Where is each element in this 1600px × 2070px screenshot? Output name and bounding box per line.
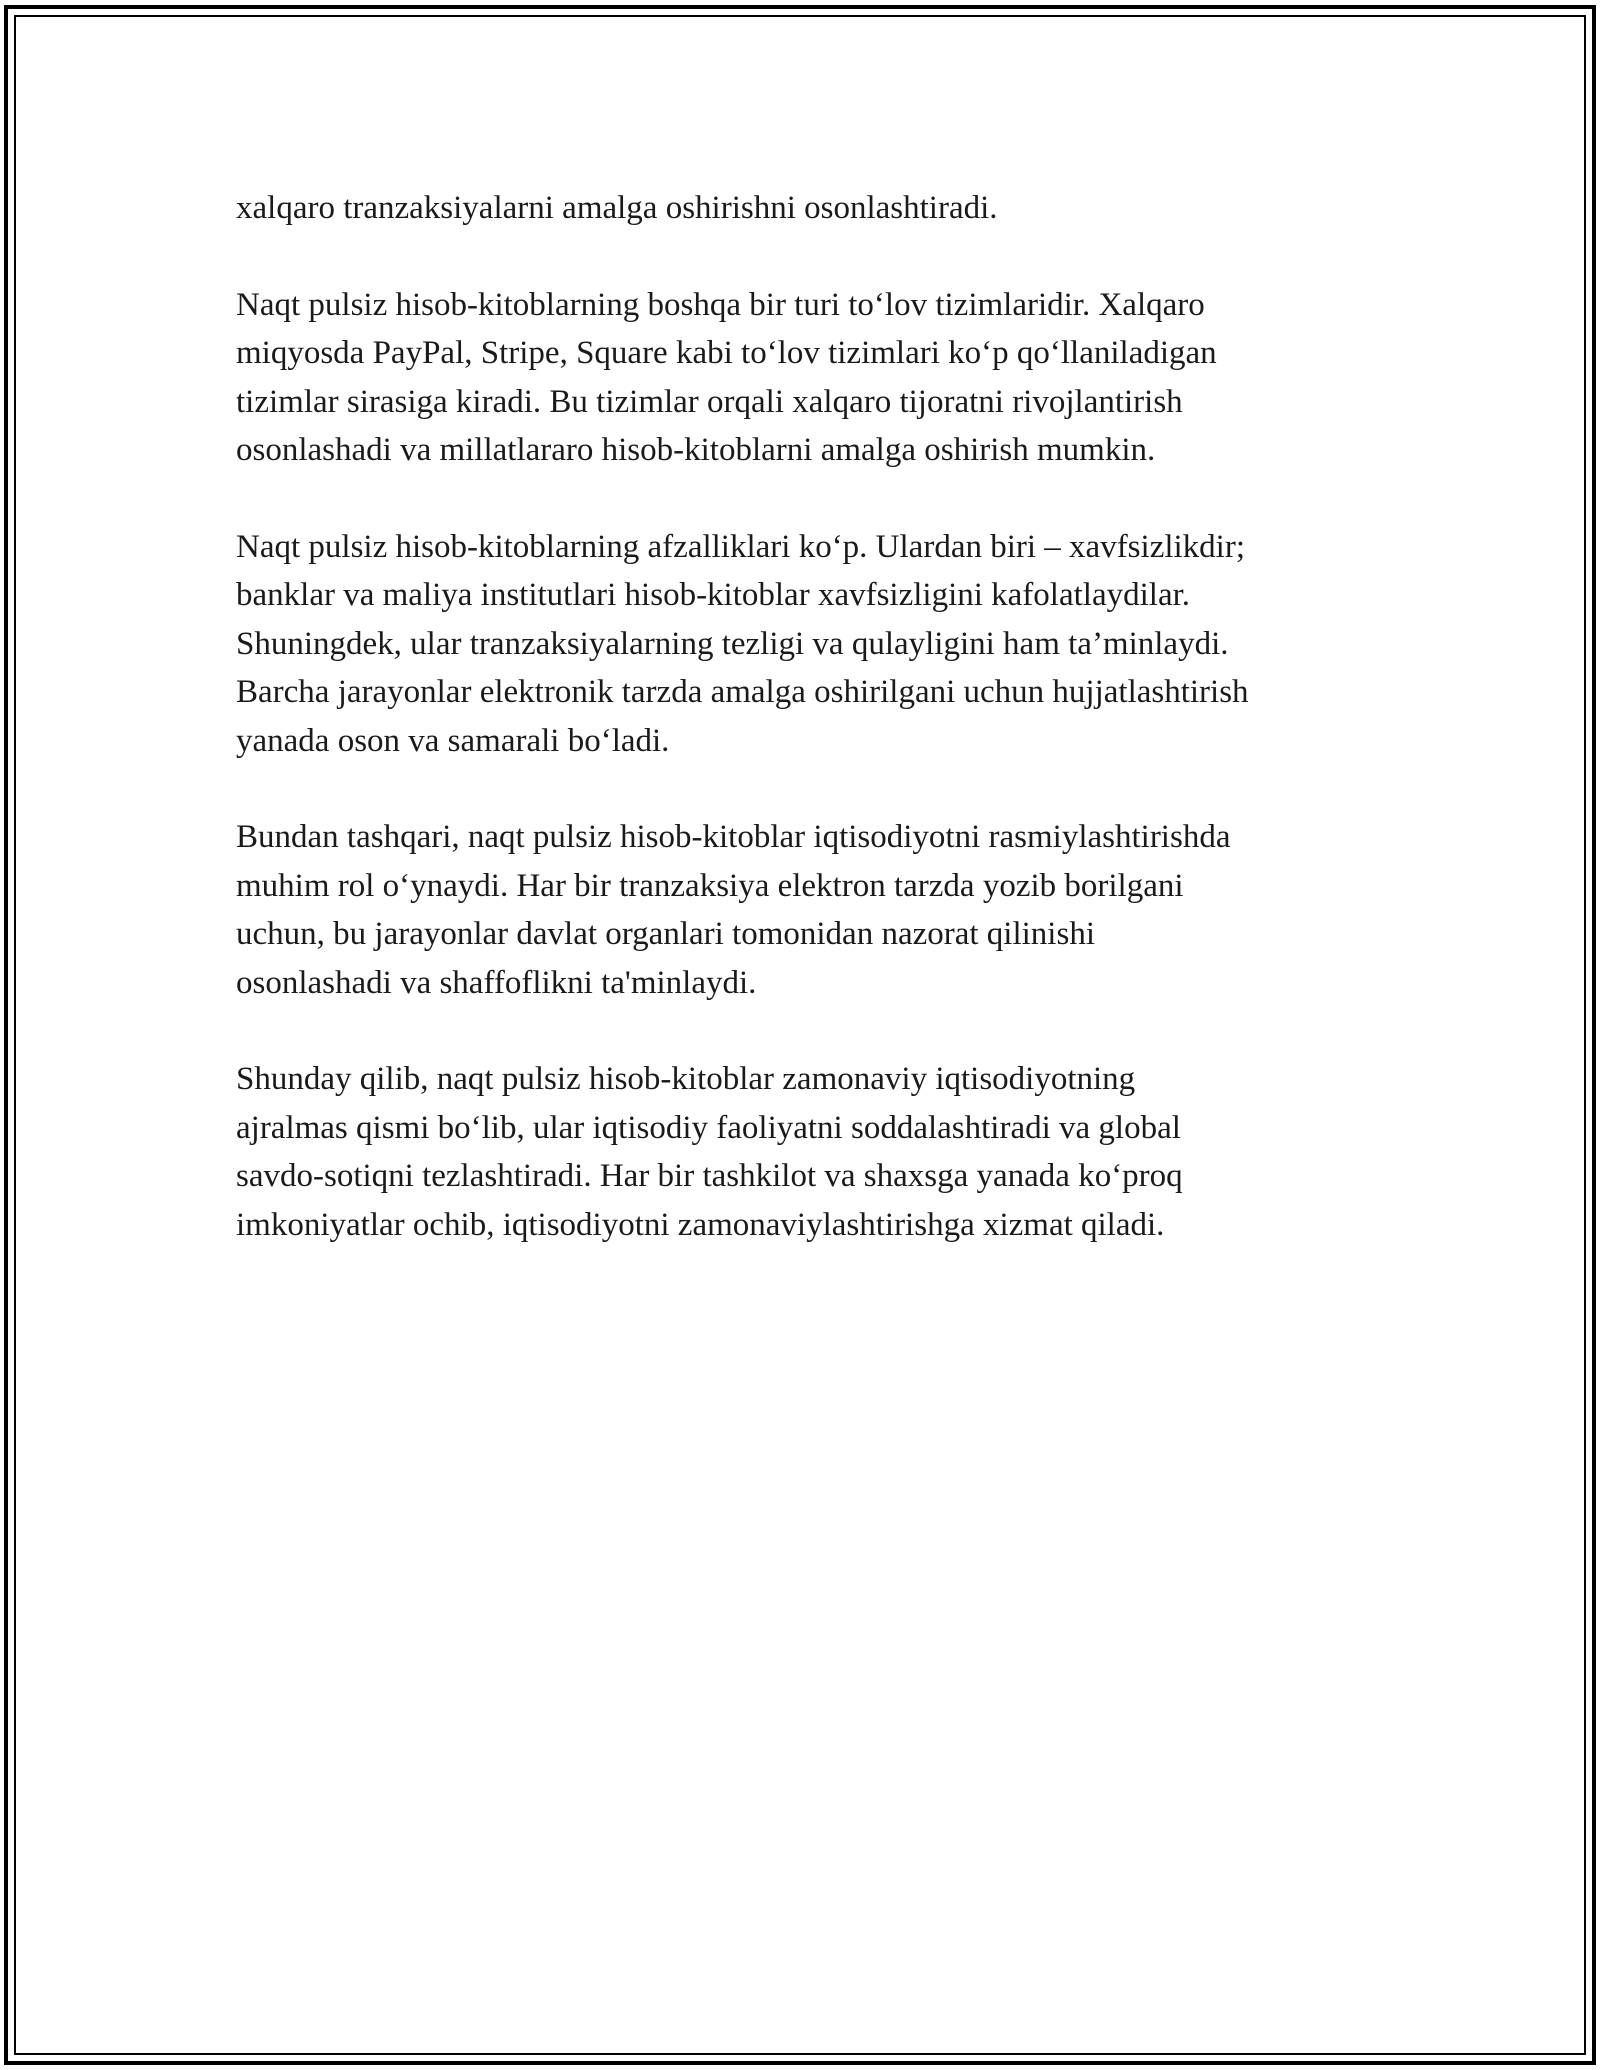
paragraph-continuation: xalqaro tranzaksiyalarni amalga oshirishni osonlashtiradi. bbox=[236, 190, 998, 226]
paragraph-formalization: Bundan tashqari, naqt pulsiz hisob-kitoblar iqtisodiyotni rasmiylashtirishda muhim rol o‘ynaydi. Har bir tranzaksiya elektron tarzda yozib borilgani uchun, bu jarayonlar davlat organlari tomonidan nazorat qilinishi osonlashadi va shaffoflikni ta'minlaydi. bbox=[236, 819, 1231, 1001]
document-body bbox=[236, 184, 1396, 1297]
paragraph-conclusion: Shunday qilib, naqt pulsiz hisob-kitoblar zamonaviy iqtisodiyotning ajralmas qismi bo‘lib, ular iqtisodiy faoliyatni soddalashtiradi va global savdo-sotiqni tezlashtiradi. Har bir tashkilot va shaxsga yanada ko‘proq imkoniyatlar ochib, iqtisodiyotni zamonaviylashtirishga xizmat qiladi. bbox=[236, 1061, 1183, 1243]
paragraph-advantages: Naqt pulsiz hisob-kitoblarning afzalliklari ko‘p. Ulardan biri – xavfsizlikdir; banklar va maliya institutlari hisob-kitoblar xavfsizligini kafolatlaydilar. Shuningdek, ular tranzaksiyalarning tezligi va qulayligini ham ta’minlaydi. Barcha jarayonlar elektronik tarzda amalga oshirilgani uchun hujjatlashtirish yanada oson va samarali bo‘ladi. bbox=[236, 528, 1249, 759]
paragraph-payment-systems: Naqt pulsiz hisob-kitoblarning boshqa bir turi to‘lov tizimlaridir. Xalqaro miqyosda PayPal, Stripe, Square kabi to‘lov tizimlari ko‘p qo‘llaniladigan tizimlar sirasiga kiradi. Bu tizimlar orqali xalqaro tijoratni rivojlantirish osonlashadi va millatlararo hisob-kitoblarni amalga oshirish mumkin. bbox=[236, 286, 1217, 468]
